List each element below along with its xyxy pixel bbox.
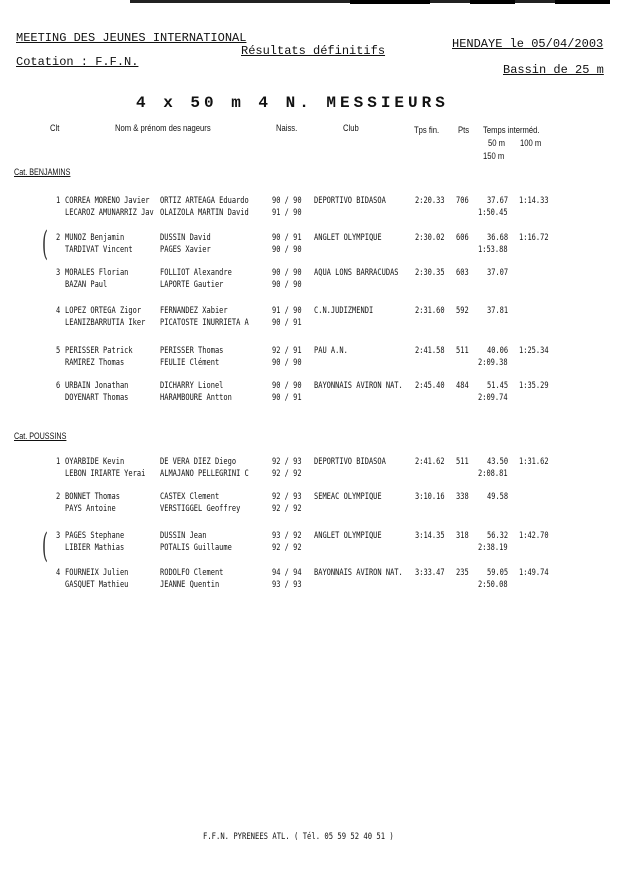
birth-years: 92 / 93 — [272, 457, 302, 467]
club-name: ANGLET OLYMPIQUE — [314, 233, 382, 243]
final-time: 3:10.16 — [415, 492, 445, 502]
footer-contact: F.F.N. PYRENEES ATL. ( Tél. 05 59 52 40 51 ) — [203, 832, 394, 842]
handwritten-brace: ( — [42, 526, 48, 566]
swimmer-name: LEANIZBARRUTIA Iker — [65, 318, 146, 328]
birth-years: 93 / 93 — [272, 580, 302, 590]
place-date: HENDAYE le 05/04/2003 — [452, 37, 604, 51]
col-split-100: 100 m — [520, 138, 542, 148]
swimmer-name: DUSSIN David — [160, 233, 211, 243]
split-50: 37.07 — [487, 268, 509, 278]
club-name: BAYONNAIS AVIRON NAT. — [314, 568, 403, 578]
col-pts: Pts — [458, 125, 470, 135]
swimmer-name: OLAIZOLA MARTIN David — [160, 208, 249, 218]
split-50: 43.50 — [487, 457, 509, 467]
swimmer-name: RODOLFO Clement — [160, 568, 224, 578]
swimmer-name: PAYS Antoine — [65, 504, 116, 514]
scan-mark — [350, 0, 430, 4]
split-50: 49.58 — [487, 492, 509, 502]
birth-years: 92 / 92 — [272, 469, 302, 479]
team-rank: 4 — [56, 568, 61, 578]
meeting-title: MEETING DES JEUNES INTERNATIONAL — [16, 31, 247, 45]
swimmer-name: PERISSER Thomas — [160, 346, 224, 356]
col-birth: Naiss. — [276, 123, 298, 133]
split-50: 37.81 — [487, 306, 509, 316]
handwritten-brace: ( — [42, 224, 48, 264]
split-150: 2:09.74 — [478, 393, 508, 403]
cotation: Cotation : F.F.N. — [16, 55, 139, 69]
club-name: SEMEAC OLYMPIQUE — [314, 492, 382, 502]
birth-years: 93 / 92 — [272, 531, 302, 541]
final-time: 2:30.02 — [415, 233, 445, 243]
split-150: 2:08.81 — [478, 469, 508, 479]
points: 592 — [456, 306, 469, 316]
swimmer-name: MUNOZ Benjamin — [65, 233, 125, 243]
category-label: Cat. POUSSINS — [14, 431, 67, 441]
birth-years: 91 / 90 — [272, 306, 302, 316]
final-time: 3:14.35 — [415, 531, 445, 541]
col-split-50: 50 m — [488, 138, 506, 148]
swimmer-name: FOLLIOT Alexandre — [160, 268, 232, 278]
swimmer-name: DE VERA DIEZ Diego — [160, 457, 237, 467]
scan-mark — [470, 0, 515, 4]
split-100: 1:25.34 — [519, 346, 549, 356]
club-name: C.N.JUDIZMENDI — [314, 306, 374, 316]
final-time: 2:31.60 — [415, 306, 445, 316]
swimmer-name: DOYENART Thomas — [65, 393, 129, 403]
birth-years: 92 / 91 — [272, 346, 302, 356]
swimmer-name: ALMAJANO PELLEGRINI C — [160, 469, 249, 479]
split-50: 51.45 — [487, 381, 509, 391]
split-100: 1:16.72 — [519, 233, 549, 243]
swimmer-name: BONNET Thomas — [65, 492, 120, 502]
col-clt: Clt — [50, 123, 60, 133]
final-time: 2:41.58 — [415, 346, 445, 356]
birth-years: 90 / 91 — [272, 393, 302, 403]
team-rank: 2 — [56, 492, 61, 502]
points: 603 — [456, 268, 469, 278]
split-100: 1:14.33 — [519, 196, 549, 206]
split-150: 2:09.38 — [478, 358, 508, 368]
split-150: 2:38.19 — [478, 543, 508, 553]
club-name: DEPORTIVO BIDASOA — [314, 196, 386, 206]
club-name: AQUA LONS BARRACUDAS — [314, 268, 399, 278]
swimmer-name: PAGES Stephane — [65, 531, 125, 541]
split-150: 1:53.88 — [478, 245, 508, 255]
event-title: 4 x 50 m 4 N. MESSIEURS — [136, 94, 449, 112]
scan-mark — [555, 0, 610, 4]
split-50: 56.32 — [487, 531, 509, 541]
points: 484 — [456, 381, 469, 391]
points: 511 — [456, 457, 469, 467]
team-rank: 1 — [56, 457, 61, 467]
swimmer-name: LECAROZ AMUNARRIZ Jav — [65, 208, 154, 218]
birth-years: 92 / 93 — [272, 492, 302, 502]
club-name: DEPORTIVO BIDASOA — [314, 457, 386, 467]
team-rank: 3 — [56, 268, 61, 278]
final-time: 2:45.40 — [415, 381, 445, 391]
birth-years: 90 / 90 — [272, 268, 302, 278]
team-rank: 4 — [56, 306, 61, 316]
swimmer-name: LEBON IRIARTE Yerai — [65, 469, 146, 479]
results-status: Résultats définitifs — [241, 44, 386, 58]
birth-years: 90 / 91 — [272, 318, 302, 328]
swimmer-name: RAMIREZ Thomas — [65, 358, 125, 368]
birth-years: 90 / 91 — [272, 233, 302, 243]
team-rank: 1 — [56, 196, 61, 206]
swimmer-name: CORREA MORENO Javier — [65, 196, 150, 206]
points: 606 — [456, 233, 469, 243]
swimmer-name: DICHARRY Lionel — [160, 381, 224, 391]
swimmer-name: VERSTIGGEL Geoffrey — [160, 504, 241, 514]
final-time: 2:30.35 — [415, 268, 445, 278]
final-time: 2:41.62 — [415, 457, 445, 467]
swimmer-name: PERISSER Patrick — [65, 346, 133, 356]
swimmer-name: JEANNE Quentin — [160, 580, 220, 590]
col-split-150: 150 m — [483, 151, 505, 161]
split-150: 1:50.45 — [478, 208, 508, 218]
split-100: 1:49.74 — [519, 568, 549, 578]
birth-years: 90 / 90 — [272, 245, 302, 255]
points: 511 — [456, 346, 469, 356]
club-name: PAU A.N. — [314, 346, 348, 356]
category-label: Cat. BENJAMINS — [14, 167, 71, 177]
points: 706 — [456, 196, 469, 206]
team-rank: 3 — [56, 531, 61, 541]
col-names: Nom & prénom des nageurs — [115, 123, 211, 133]
pool-length: Bassin de 25 m — [503, 63, 604, 77]
birth-years: 90 / 90 — [272, 196, 302, 206]
birth-years: 90 / 90 — [272, 280, 302, 290]
swimmer-name: URBAIN Jonathan — [65, 381, 129, 391]
birth-years: 90 / 90 — [272, 358, 302, 368]
swimmer-name: BAZAN Paul — [65, 280, 108, 290]
swimmer-name: ORTIZ ARTEAGA Eduardo — [160, 196, 249, 206]
split-50: 37.67 — [487, 196, 509, 206]
final-time: 2:20.33 — [415, 196, 445, 206]
swimmer-name: CASTEX Clement — [160, 492, 220, 502]
points: 338 — [456, 492, 469, 502]
col-club: Club — [343, 123, 359, 133]
points: 318 — [456, 531, 469, 541]
swimmer-name: PAGES Xavier — [160, 245, 211, 255]
swimmer-name: FEULIE Clément — [160, 358, 220, 368]
final-time: 3:33.47 — [415, 568, 445, 578]
col-time: Tps fin. — [414, 125, 440, 135]
swimmer-name: LAPORTE Gautier — [160, 280, 224, 290]
birth-years: 91 / 90 — [272, 208, 302, 218]
col-splits: Temps interméd. — [483, 125, 540, 135]
swimmer-name: LOPEZ ORTEGA Zigor — [65, 306, 142, 316]
club-name: BAYONNAIS AVIRON NAT. — [314, 381, 403, 391]
split-50: 40.06 — [487, 346, 509, 356]
club-name: ANGLET OLYMPIQUE — [314, 531, 382, 541]
split-50: 36.68 — [487, 233, 509, 243]
birth-years: 94 / 94 — [272, 568, 302, 578]
swimmer-name: HARAMBOURE Antton — [160, 393, 232, 403]
swimmer-name: POTALIS Guillaume — [160, 543, 232, 553]
birth-years: 92 / 92 — [272, 504, 302, 514]
split-50: 59.05 — [487, 568, 509, 578]
split-100: 1:35.29 — [519, 381, 549, 391]
swimmer-name: FOURNEIX Julien — [65, 568, 129, 578]
swimmer-name: GASQUET Mathieu — [65, 580, 129, 590]
swimmer-name: LIBIER Mathias — [65, 543, 125, 553]
points: 235 — [456, 568, 469, 578]
team-rank: 6 — [56, 381, 61, 391]
swimmer-name: FERNANDEZ Xabier — [160, 306, 228, 316]
swimmer-name: DUSSIN Jean — [160, 531, 207, 541]
split-150: 2:50.08 — [478, 580, 508, 590]
team-rank: 2 — [56, 233, 61, 243]
birth-years: 90 / 90 — [272, 381, 302, 391]
split-100: 1:42.70 — [519, 531, 549, 541]
swimmer-name: TARDIVAT Vincent — [65, 245, 133, 255]
swimmer-name: MORALES Florian — [65, 268, 129, 278]
swimmer-name: OYARBIDE Kevin — [65, 457, 125, 467]
swimmer-name: PICATOSTE INURRIETA A — [160, 318, 249, 328]
birth-years: 92 / 92 — [272, 543, 302, 553]
split-100: 1:31.62 — [519, 457, 549, 467]
team-rank: 5 — [56, 346, 61, 356]
